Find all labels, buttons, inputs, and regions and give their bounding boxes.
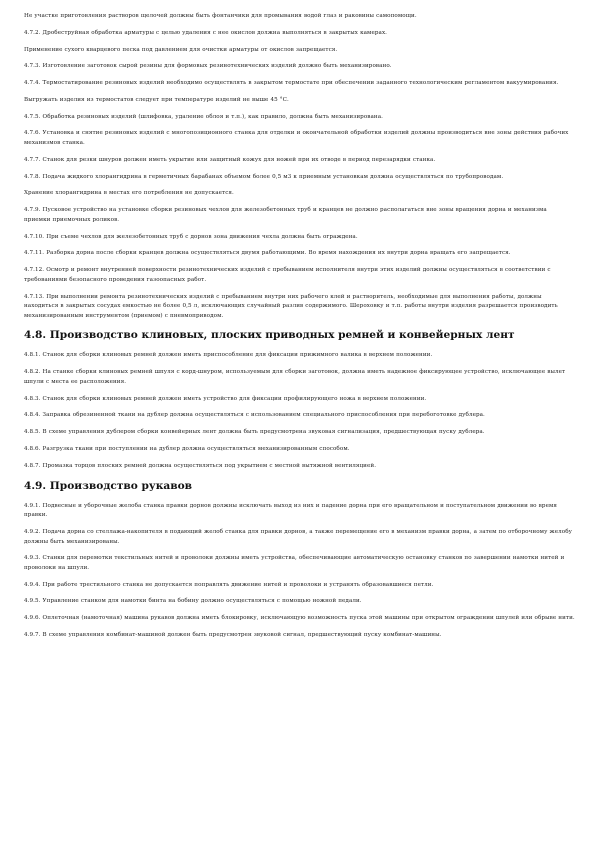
paragraph: 4.7.4. Термостатирование резиновых изделий необходимо осуществлять в закрытом термостате при обеспечении заданного технологическим регламентом вакуумирования. (24, 80, 559, 87)
paragraph: 4.7.13. При выполнении ремонта резинотехнических изделий с пребыванием внутри них рабочего клей и растворитель, необходимые для выполнения работы, должны находиться в закрытых сосудах емкостью не более 0,5 л, исключающих случайный разлив содержимого. Шероховку и т.п. работы внутри изделия разрешается производить механизированным инструментом (приемом) с пневмоприводом. (24, 293, 558, 319)
paragraph: 4.7.7. Станок для резки шнуров должен иметь укрытие или защитный кожух для ножей при их отводе в период перезарядки станка. (24, 156, 436, 163)
section-heading: 4.8. Производство клиновых, плоских приводных ремней и конвейерных лент (24, 329, 515, 342)
paragraph: 4.9.6. Оплеточная (намоточная) машина рукавов должна иметь блокировку, исключающую возможность пуска этой машины при открытом ограждении шпулей или обрыве нити. (24, 615, 575, 622)
paragraph: 4.7.12. Осмотр и ремонт внутренней поверхности резинотехнических изделий с пребыванием исполнителя внутри этих изделий должны осуществляться в соответствии с требованиями безопасного проведения газоопасных работ. (24, 267, 551, 283)
paragraph: 4.7.6. Установка и снятие резиновых изделий с многопозиционного станка для отделки и окончательной обработки изделий должны производиться вне зоны действия рабочих механизмов станка. (24, 130, 569, 147)
section-heading: 4.9. Производство рукавов (24, 479, 193, 492)
paragraph: 4.7.10. При съеме чехлов для железобетонных труб с дорнов зона движения чехла должна быть ограждена. (24, 233, 358, 240)
paragraph: 4.9.7. В схеме управления комбинат-машиной должен быть предусмотрен звуковой сигнал, предшествующий пуску комбинат-машины. (24, 632, 442, 638)
paragraph: 4.7.3. Изготовление заготовок сырой резины для формовых резинотехнических изделий должно быть механизировано. (24, 63, 392, 70)
paragraph: 4.8.3. Станок для сборки клиновых ремней должен иметь устройство для фиксации профилирующего ножа в верхнем положении. (24, 395, 427, 402)
paragraph: 4.8.6. Разгрузка ткани при поступлении на дублер должна осуществляться механизированным способом. (24, 445, 350, 452)
paragraph: 4.9.2. Подача дорна со стеллажа-накопителя в подающий желоб станка для правки дорнов, а также перемещение его в механизм правки дорна, а затем по отборочному желобу должны быть механизированы. (24, 528, 573, 545)
paragraph: Выгружать изделия из термостатов следует при температуре изделий не выше 45 °С. (24, 96, 289, 103)
paragraph: 4.9.4. При работе трестильного станка не допускается поправлять движение нитей и проволоки и устранять образовавшиеся петли. (24, 581, 434, 588)
paragraph: 4.7.5. Обработка резиновых изделий (шлифовка, удаление облоя и т.п.), как правило, должна быть механизирована. (24, 113, 383, 120)
paragraph: 4.9.3. Станки для перемотки текстильных нитей и проволоки должны иметь устройства, обеспечивающие автоматическую остановку станков по завершении намотки нитей и проволоки на шпули. (24, 555, 565, 571)
paragraph: Не участке приготовления растворов щелочей должны быть фонтанчики для промывания водой глаз и раковины самопомощи. (24, 13, 417, 19)
paragraph: 4.8.2. На станке сборки клиновых ремней шпуля с корд-шнуром, используемым для сборки заготовок, должна иметь надежное фиксирующее устройство, исключающее вылет шпули с места ее расположения. (24, 369, 566, 385)
paragraph: 4.8.4. Заправка обрезиненной ткани на дублер должна осуществляться с использованием специального приспособления при перебоготовке дублера. (24, 412, 485, 419)
paragraph: 4.7.9. Пусковое устройство на установке сборки резиновых чехлов для железобетонных труб и кранцев не должно располагаться вне зоны вращения дорна и механизма приемки приемочных роликов. (24, 207, 547, 223)
paragraph: 4.8.5. В схеме управления дублером сборки конвейерных лент должна быть предусмотрена звуковая сигнализация, предшествующая пуску дублера. (24, 429, 485, 436)
paragraph: 4.8.7. Промазка торцов плоских ремней должна осуществляться под укрытием с местной вытяжной вентиляцией. (24, 462, 377, 469)
paragraph: 4.9.5. Управление станком для намотки бинта на бобину должно осуществляться с помощью ножной педали. (24, 598, 362, 605)
paragraph: 4.7.8. Подача жидкого хлорангидрина в герметичных барабанах объемом более 0,5 м3 к приемным установкам должна осуществляться по трубопроводам. (24, 173, 504, 180)
paragraph: 4.7.2. Дробеструйная обработка арматуры с целью удаления с нее окислов должна выполняться в закрытых камерах. (24, 29, 388, 36)
paragraph: 4.8.1. Станок для сборки клиновых ремней должен иметь приспособление для фиксации прижимного валика в верхнем положении. (24, 352, 433, 359)
paragraph: Хранение хлорангидрина в местах его потребления не допускается. (24, 190, 234, 197)
paragraph: Применение сухого кварцевого песка под давлением для очистки арматуры от окислов запрещается. (24, 46, 338, 53)
paragraph: 4.7.11. Разборка дорна после сборки кранцев должна осуществляться двумя работающими. Во время нахождения их внутри дорна вращать его запрещается. (24, 250, 511, 257)
paragraph: 4.9.1. Подвесные и уборочные желоба станка правки дорнов должны исключать выход из них и падение дорна при его вращательном и поступательном движении во время правки. (24, 502, 557, 519)
